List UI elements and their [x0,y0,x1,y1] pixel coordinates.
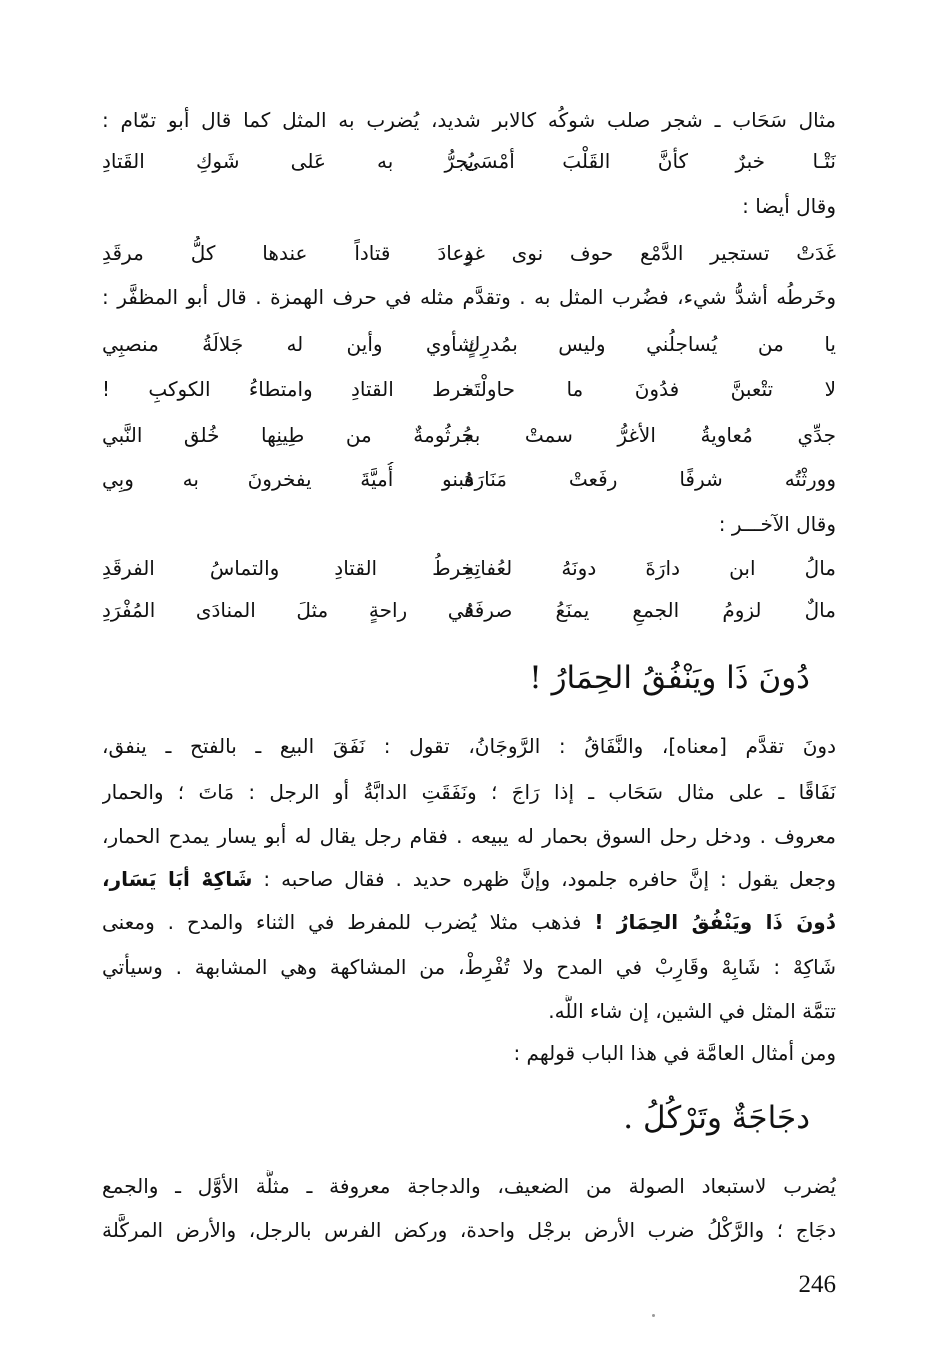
verse-hemistich-second: في راحةٍ مثلَ المنادَى المُفْرَدِ [102,598,474,622]
scan-speck [652,1314,655,1317]
verse-line [102,462,836,496]
verse-line [102,327,836,361]
text-line: ومن أمثال العامَّة في هذا الباب قولهم : [513,1041,836,1065]
text-run: وجعل يقول : إنَّ حافره جلمود، وإنَّ ظهره حديد . فقال صاحبه : [252,867,836,891]
verse-hemistich-second: شأوي وأين له جَلالَةُ منصبِي [102,332,474,356]
text-line: تتمَّة المثل في الشين، إن شاء اللَّه. [548,999,836,1023]
text-line: معروف . ودخل رحل السوق بحمار له يبيعه . فقام رجل يقال له أبو يسار يمدح الحمار، [102,824,836,848]
verse-line [102,144,836,178]
text-line: وقال الآخـــر : [718,512,836,536]
verse-hemistich-second: فبنو أُميَّةَ يفخرونَ به وبِي [102,467,474,491]
text-line: نَفَاقًا ـ على مثال سَحَاب ـ إذا رَاجَ ؛ ونَفَقَتِ الدابَّةُ أو الرجل : مَاتَ ؛ والحمار [102,780,836,804]
text-line: وخَرطُه أشدُّ شيء، فضُرب المثل به . وتقدَّم مثله في حرف الهمزة . قال أبو المظفَّر : [102,285,836,309]
verse-hemistich-first: يا من يُساجلُني وليس بمُدرِكٍ [464,332,836,356]
verse-hemistich-first: وورثْتُه شرفًا رفَعتْ مَنَارَهُ [464,467,836,491]
verse-hemistich-second: خرطُ القتادِ والتماسُ الفرقَدِ [102,556,474,580]
verse-hemistich-first: مالُ ابن دارَةَ دونَهُ لعُفاتِهِ [464,556,836,580]
page-number: 246 [798,1271,836,1298]
text-run: فذهب مثلا يُضرب للمفرط في الثناء والمدح . ومعنى [102,910,595,934]
proverb-heading: دجَاجَةٌ وتَرْكُلُ . [623,1100,810,1136]
verse-hemistich-first: غَدَتْ تستجير الدَّمْع حوف نوى غدٍ [464,241,836,265]
verse-hemistich-second: جُرثُومةٌ من طِينِها خُلق النَّبي [102,423,474,447]
verse-hemistich-second: خرط القتادِ وامتطاءُ الكوكبِ ! [102,377,474,401]
verse-hemistich-first: نَتْـا خبرٌ كأنَّ القَلْبَ أمْسَى [464,149,836,173]
verse-hemistich-first: جدِّي مُعاويةُ الأغرُّ سمتْ به [464,423,836,447]
proverb-heading: دُونَ ذَا ويَنْفُقُ الحِمَارُ ! [529,660,810,696]
text-line [102,906,836,938]
verse-line [102,551,836,585]
text-line: دونَ تقدَّم [معناه]، والنَّفَاقُ : الرَّوجَانُ، تقول : نَفَقَ البيع ـ بالفتح ـ ينفق، [102,734,836,758]
verse-line [102,593,836,627]
verse-line [102,236,836,270]
text-line [102,863,836,895]
proverb-quote-bold: دُونَ ذَا ويَنْفُقُ الحِمَارُ ! [594,910,836,934]
text-line: مثال سَحَاب ـ شجر صلب شوكُه كالابر شديد، يُضرب به المثل كما قال أبو تمّام : [102,108,836,132]
verse-line [102,372,836,406]
verse-hemistich-second: يُجرُّ به عَلى شَوكِ القَتادِ [102,149,474,173]
text-line: وقال أيضا : [742,194,836,218]
verse-line [102,418,836,452]
verse-hemistich-first: مالٌ لزومُ الجمعِ يمنَعُ صرفَهُ [464,598,836,622]
verse-hemistich-second: وعادَ قتاداً عندها كلُّ مرقَدِ [102,241,474,265]
verse-hemistich-first: لا تتْعبنَّ فدُونَ ما حاولْتَه [464,377,836,401]
text-line: دجَاج ؛ والرَّكْلُ ضرب الأرض برجْل واحدة، وركض الفرس بالرجل، والأرض المركَّلة [102,1218,836,1242]
text-line: يُضرب لاستبعاد الصولة من الضعيف، والدجاجة معروفة ـ مثلَّة الأوَّل ـ والجمع [102,1174,836,1198]
proverb-quote-bold: شَاكِهْ أبَا يَسَار، [102,867,253,891]
text-line: شَاكِهْ : شَابِهْ وقَارِبْ في المدح ولا تُفْرِطْ، من المشاكهة وهي المشابهة . وسيأتي [102,955,836,979]
